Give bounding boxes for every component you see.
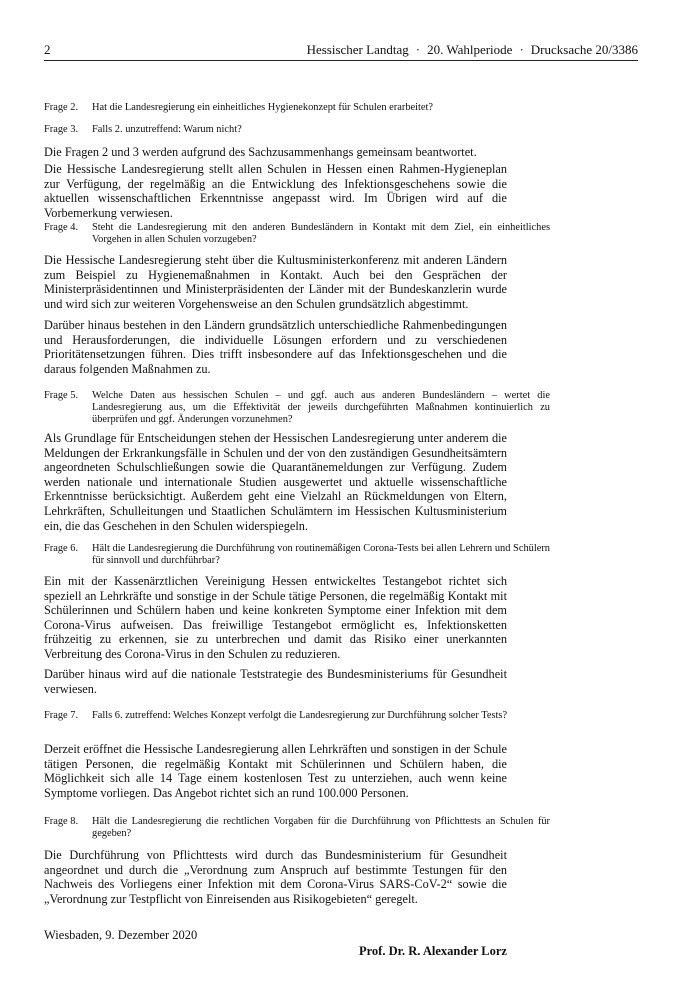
question-block [44,390,550,426]
question-label: Frage 6. [44,543,79,554]
question-text: Hat die Landesregierung ein einheitliches Hygienekonzept für Schulen erarbeitet? [92,102,434,113]
question-text: Hält die Landesregierung die rechtlichen Vorgaben für die Durchführung von Pflichttests an Schulen für gegeben? [92,816,550,839]
header-title [307,42,638,58]
question-text: Welche Daten aus hessischen Schulen – und ggf. auch aus anderen Bundesländern – wertet die Landesregierung aus, um die Effektivität der jeweils durchgeführten Maßnahmen kontinuierlich zu überprüfen und ggf. Änderungen vorzunehmen? [92,390,550,425]
answer-paragraph: Die Fragen 2 und 3 werden aufgrund des Sachzusammenhangs gemeinsam beantwortet. [44,145,477,159]
answer-paragraph: Als Grundlage für Entscheidungen stehen der Hessischen Landesregierung unter anderem die Meldungen der Erkrankungsfälle in Schulen und der von den zuständigen Gesundheitsämtern angeordneten Schulschließungen sowie die Quarantänemeldungen zur Verfügung. Zudem werden nationale und internationale Studien ausgewertet und aktuelle wissenschaftliche Erkenntnisse berücksichtigt. Außerdem geht eine Vielzahl an Rückmeldungen von Eltern, Lehrkräften, Schulleitungen und Staatlichen Schulämtern im Hessischen Kultusministerium ein, die das Geschehen in den Schulen widerspiegeln. [44,431,507,533]
question-block [44,710,514,734]
question-block [44,543,550,567]
question-text: Falls 2. unzutreffend: Warum nicht? [92,124,242,135]
question-block [44,102,514,114]
question-text: Hält die Landesregierung die Durchführung von routinemäßigen Corona-Tests bei allen Lehrern und Schülern für sinnvoll und durchführbar? [92,543,550,566]
answer-paragraph: Die Hessische Landesregierung steht über die Kultusministerkonferenz mit anderen Ländern zum Beispiel zu Hygienemaßnahmen in Kontakt. Auch bei den Gesprächen der Ministerpräsidentinnen und Ministerpräsidenten der Länder mit der Bundeskanzlerin wurde und wird sich zur weiteren Vorgehensweise an den Schulen grundsätzlich abgestimmt. [44,253,507,311]
page-header [44,42,638,58]
question-label: Frage 2. [44,102,79,113]
header-rule [44,60,638,61]
answer-paragraph: Die Durchführung von Pflichttests wird durch das Bundesministerium für Gesundheit angeordnet und durch die „Verordnung zum Anspruch auf bestimmte Testungen für den Nachweis des Vorliegens einer Infektion mit dem Corona-Virus SARS-CoV-2“ sowie die „Verordnung zur Testpflicht von Einreisenden aus Risikogebieten“ geregelt. [44,848,507,906]
question-label: Frage 4. [44,222,79,233]
answer-paragraph: Ein mit der Kassenärztlichen Vereinigung Hessen entwickeltes Testangebot richtet sich speziell an Lehrkräfte und sonstige in der Schule tätige Personen, die regelmäßig Kontakt mit Schülerinnen und Schülern haben und keine konkreten Symptome einer Infektion mit dem Corona-Virus aufweisen. Das freiwillige Testangebot ermöglicht es, Infektionsketten frühzeitig zu erkennen, sie zu unterbrechen und damit das Risiko einer unerkannten Verbreitung des Corona-Virus in den Schulen zu reduzieren. [44,574,507,661]
question-text: Falls 6. zutreffend: Welches Konzept verfolgt die Landesregierung zur Durchführung solcher Tests? [92,710,508,721]
answer-paragraph: Derzeit eröffnet die Hessische Landesregierung allen Lehrkräften und sonstigen in der Schule tätigen Personen, die regelmäßig Kontakt mit Schülerinnen und Schülern haben, die Möglichkeit sich alle 14 Tage einem kostenlosen Test zu unterziehen, auch wenn keine Symptome vorliegen. Das Angebot richtet sich an rund 100.000 Personen. [44,742,507,800]
answer-paragraph: Darüber hinaus wird auf die nationale Teststrategie des Bundesministeriums für Gesundheit verwiesen. [44,667,507,696]
closing-place-date: Wiesbaden, 9. Dezember 2020 [44,928,198,942]
header-separator: · [415,42,421,57]
answer-paragraph: Die Hessische Landesregierung stellt allen Schulen in Hessen einen Rahmen-Hygieneplan zur Verfügung, der regelmäßig an die Entwicklung des Infektionsgeschehens sowie die aktuellen wissenschaftlichen Erkenntnisse angepasst wird. Im Übrigen wird auf die Vorbemerkung verwiesen. [44,162,507,220]
question-label: Frage 3. [44,124,79,135]
signatory: Prof. Dr. R. Alexander Lorz [358,944,507,958]
page-number: 2 [44,42,51,57]
question-label: Frage 8. [44,816,79,827]
question-text: Steht die Landesregierung mit den anderen Bundesländern in Kontakt mit dem Ziel, ein einheitliches Vorgehen in allen Schulen vorzugeben? [92,222,550,245]
header-separator: · [519,42,524,57]
header-doc-id: Drucksache 20/3386 [530,42,638,57]
question-block [44,222,550,246]
header-period: 20. Wahlperiode [427,42,513,57]
question-block [44,124,514,136]
question-label: Frage 5. [44,390,79,401]
header-parliament: Hessischer Landtag [306,42,409,57]
question-block [44,816,550,840]
answer-paragraph: Darüber hinaus bestehen in den Ländern grundsätzlich unterschiedliche Rahmenbedingungen und Herausforderungen, die individuelle Lösungen erfordern und zu verschiedenen Prioritätensetzungen führen. Dies trifft insbesondere auf das Infektionsgeschehen und die daraus folgenden Maßnahmen zu. [44,318,507,376]
question-label: Frage 7. [44,710,79,721]
